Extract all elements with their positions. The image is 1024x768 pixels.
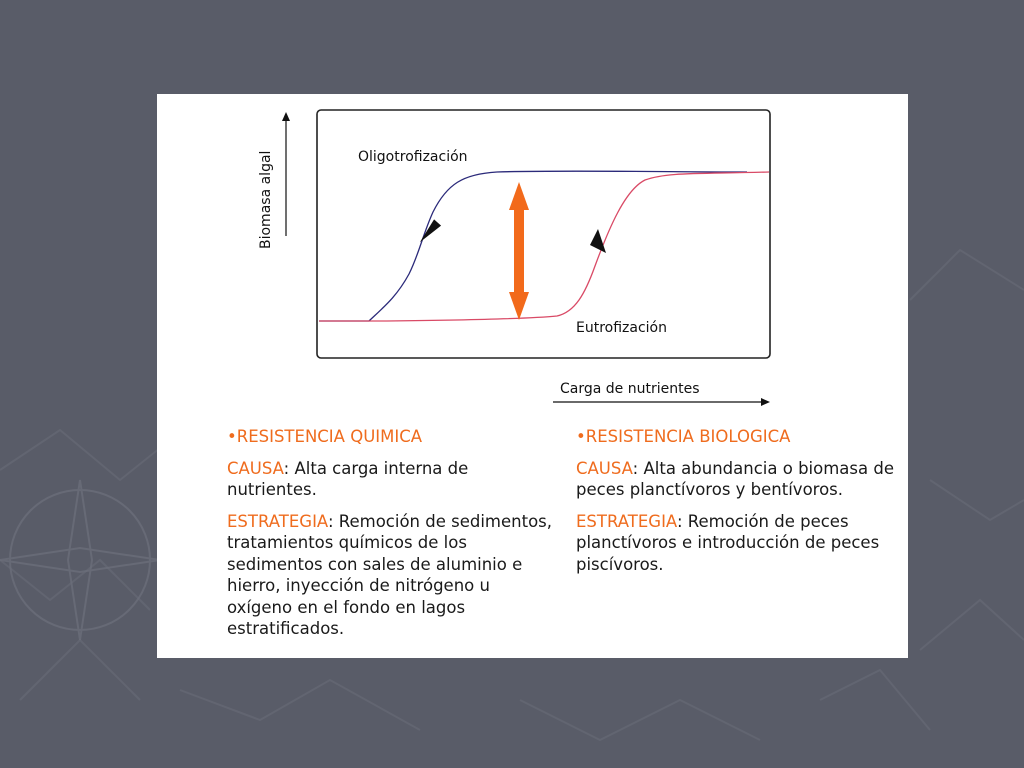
x-axis-label: Carga de nutrientes (560, 381, 700, 397)
oligotrofizacion-direction-arrow-icon (420, 218, 442, 246)
estrategia-text: : Remoción de sedimentos, tratamientos químicos de los sedimentos con sales de aluminio e hierro, inyección de nitrógeno u oxígeno en el fondo en lagos estratificados. (227, 511, 553, 638)
resistencia-quimica-heading: •RESISTENCIA QUIMICA (227, 427, 423, 446)
oligotrofizacion-label: Oligotrofización (358, 149, 468, 165)
resistencia-biologica-column (576, 426, 906, 585)
eutrofizacion-direction-arrow-icon (590, 229, 606, 253)
double-arrow-bottom-head-icon (509, 292, 529, 320)
eutrofizacion-curve (319, 172, 769, 321)
causa-text: : Alta carga interna de nutrientes. (227, 458, 469, 499)
resistencia-quimica-estrategia (227, 511, 557, 640)
slide-panel (157, 94, 908, 658)
oligotrofizacion-curve (319, 171, 747, 321)
resistencia-quimica-causa (227, 458, 557, 501)
estrategia-text: : Remoción de peces planctívoros e introducción de peces piscívoros. (576, 511, 880, 574)
resistencia-biologica-heading: •RESISTENCIA BIOLOGICA (576, 427, 791, 446)
y-axis-arrowhead-icon (282, 112, 290, 121)
causa-key: CAUSA (227, 458, 284, 478)
eutrofizacion-label: Eutrofización (576, 320, 667, 336)
resistencia-biologica-estrategia (576, 511, 906, 576)
estrategia-key: ESTRATEGIA (576, 511, 677, 531)
compass-rose-icon (0, 480, 160, 640)
resistencia-quimica-column (227, 426, 557, 650)
double-arrow-top-head-icon (509, 182, 529, 210)
y-axis-label: Biomasa algal (258, 150, 274, 249)
resistencia-biologica-causa (576, 458, 906, 501)
x-axis-arrowhead-icon (761, 398, 770, 406)
hysteresis-diagram (157, 94, 908, 424)
estrategia-key: ESTRATEGIA (227, 511, 328, 531)
causa-text: : Alta abundancia o biomasa de peces planctívoros y bentívoros. (576, 458, 894, 499)
causa-key: CAUSA (576, 458, 633, 478)
